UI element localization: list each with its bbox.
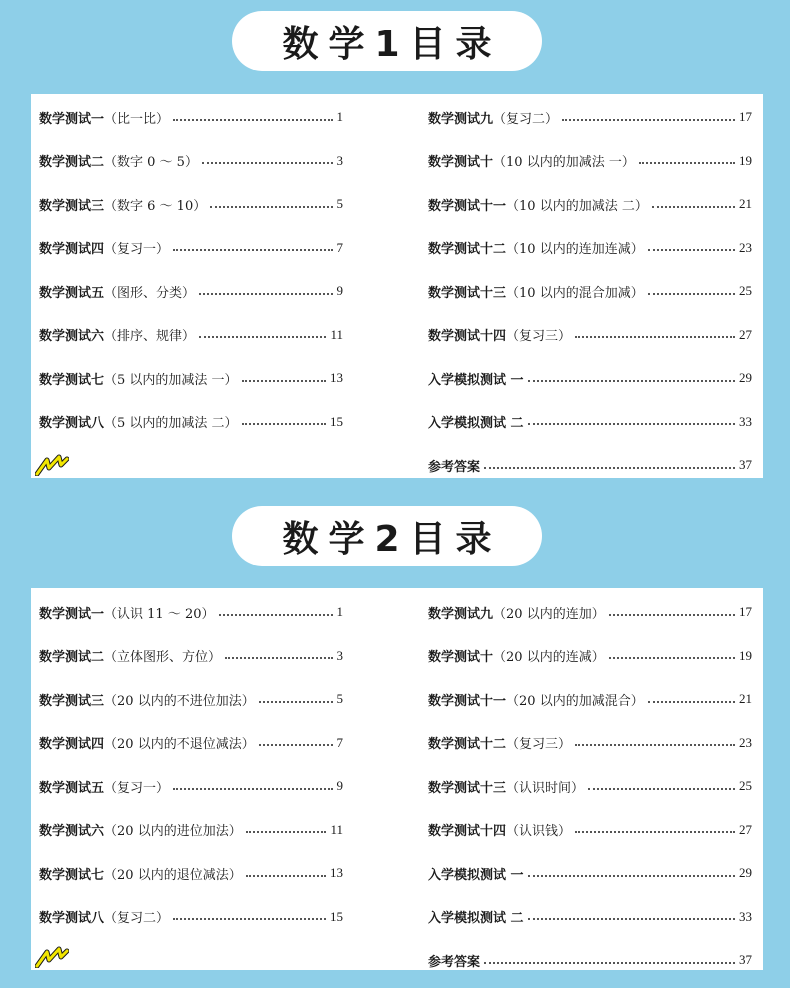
toc-entry xyxy=(39,733,343,753)
toc-page-number: 15 xyxy=(330,908,343,924)
toc-page-number: 5 xyxy=(336,691,343,706)
toc-leader-dots xyxy=(199,335,326,338)
toc-entry-title: 数学测试二 xyxy=(39,155,105,170)
toc-entry-label xyxy=(428,864,524,883)
toc-entry-title: 入学模拟测试 二 xyxy=(428,416,524,431)
toc-entry-subtitle: （认识时间） xyxy=(506,780,585,796)
toc-entry-title: 数学测试十四 xyxy=(428,329,507,344)
toc-entry-subtitle: （数字 6 ～ 10） xyxy=(104,198,207,214)
toc-leader-dots xyxy=(242,422,326,425)
toc-entry-title: 数学测试十 xyxy=(428,155,494,170)
toc-leader-dots xyxy=(259,700,333,703)
section1-toc-panel xyxy=(31,94,763,478)
toc-leader-dots xyxy=(639,161,735,164)
toc-entry xyxy=(39,325,343,345)
toc-entry-title: 入学模拟测试 一 xyxy=(428,867,524,883)
toc-entry xyxy=(428,689,752,709)
toc-leader-dots xyxy=(575,830,735,833)
toc-entry-subtitle: （排序、规律） xyxy=(104,329,196,344)
toc-page-number: 25 xyxy=(739,778,752,793)
toc-entry-title: 数学测试三 xyxy=(39,693,105,709)
toc-page-number: 11 xyxy=(330,326,343,342)
toc-entry xyxy=(39,281,343,301)
toc-entry xyxy=(39,368,343,388)
toc-entry-label xyxy=(39,369,238,388)
section2-title: 数学2目录 xyxy=(232,506,542,566)
toc-entry-title: 数学测试十三 xyxy=(428,780,507,796)
toc-leader-dots xyxy=(202,161,333,164)
toc-page-number: 21 xyxy=(739,196,752,211)
toc-entry-subtitle: （20 以内的不退位减法） xyxy=(104,737,255,752)
toc-leader-dots xyxy=(609,656,735,659)
toc-page-number: 29 xyxy=(739,370,752,385)
toc-entry-subtitle: （10 以内的混合加减） xyxy=(506,285,644,301)
toc-leader-dots xyxy=(528,379,735,382)
section1-title: 数学1目录 xyxy=(232,11,542,71)
toc-page-number: 27 xyxy=(739,326,752,342)
toc-entry-subtitle: （20 以内的连加） xyxy=(493,606,605,622)
toc-entry-subtitle: （复习二） xyxy=(104,911,170,926)
toc-leader-dots xyxy=(173,787,332,790)
toc-entry-label xyxy=(39,864,242,883)
toc-entry-title: 数学测试二 xyxy=(39,650,105,665)
toc-leader-dots xyxy=(652,205,735,208)
toc-entry-title: 数学测试四 xyxy=(39,242,105,257)
toc-leader-dots xyxy=(648,292,735,295)
toc-entry xyxy=(428,646,752,666)
toc-entry-label xyxy=(428,603,605,622)
toc-entry-subtitle: （20 以内的退位减法） xyxy=(104,867,242,883)
toc-entry xyxy=(39,820,343,840)
toc-entry xyxy=(428,455,752,475)
toc-page-number: 23 xyxy=(739,734,752,750)
toc-entry xyxy=(428,602,752,622)
toc-entry-label xyxy=(39,777,169,796)
toc-page-number: 9 xyxy=(336,778,343,793)
toc-leader-dots xyxy=(246,874,326,877)
toc-entry xyxy=(39,602,343,622)
toc-entry xyxy=(39,863,343,883)
toc-entry-subtitle: （复习二） xyxy=(493,111,559,127)
toc-entry-label xyxy=(39,151,198,170)
zigzag-logo-icon xyxy=(35,946,69,968)
toc-leader-dots xyxy=(259,743,333,746)
toc-leader-dots xyxy=(648,700,735,703)
toc-entry-label xyxy=(428,690,644,709)
toc-entry-subtitle: （复习三） xyxy=(506,329,572,344)
toc-entry-subtitle: （复习一） xyxy=(104,242,170,257)
toc-leader-dots xyxy=(173,118,332,121)
toc-entry-subtitle: （复习一） xyxy=(104,780,170,796)
toc-entry xyxy=(39,646,343,666)
toc-entry xyxy=(39,907,343,927)
toc-entry-label xyxy=(39,690,255,709)
toc-page-number: 33 xyxy=(739,413,752,429)
toc-leader-dots xyxy=(484,466,735,469)
toc-entry-title: 数学测试六 xyxy=(39,824,105,839)
toc-page-number: 23 xyxy=(739,239,752,255)
toc-entry-subtitle: （20 以内的加减混合） xyxy=(506,693,644,709)
toc-page-number: 29 xyxy=(739,865,752,880)
toc-entry-label xyxy=(428,733,571,752)
toc-entry xyxy=(39,238,343,258)
toc-entry xyxy=(428,950,752,970)
zigzag-logo-icon xyxy=(35,454,69,476)
toc-entry-title: 数学测试十三 xyxy=(428,285,507,301)
toc-page-number: 3 xyxy=(336,647,343,663)
toc-entry-label xyxy=(428,369,524,388)
toc-entry xyxy=(39,194,343,214)
toc-entry-title: 数学测试八 xyxy=(39,911,105,926)
toc-entry-label xyxy=(428,325,571,344)
toc-page-number: 27 xyxy=(739,821,752,837)
toc-leader-dots xyxy=(562,118,735,121)
toc-entry-label xyxy=(39,108,169,127)
toc-entry-title: 数学测试五 xyxy=(39,285,105,301)
toc-entry xyxy=(428,820,752,840)
toc-entry-title: 数学测试八 xyxy=(39,416,105,431)
toc-leader-dots xyxy=(242,379,326,382)
toc-entry-label xyxy=(39,195,206,214)
toc-page-number: 11 xyxy=(330,821,343,837)
toc-entry-subtitle: （10 以内的加减法 一） xyxy=(493,155,635,170)
toc-entry-subtitle: （比一比） xyxy=(104,111,170,127)
toc-entry-label xyxy=(39,907,169,926)
toc-entry-subtitle: （5 以内的加减法 一） xyxy=(104,372,238,388)
toc-leader-dots xyxy=(528,422,735,425)
toc-page-number: 1 xyxy=(336,109,343,124)
toc-entry xyxy=(39,412,343,432)
toc-entry-subtitle: （立体图形、方位） xyxy=(104,650,222,665)
toc-entry-title: 入学模拟测试 二 xyxy=(428,911,524,926)
toc-entry-subtitle: （20 以内的不进位加法） xyxy=(104,693,255,709)
toc-leader-dots xyxy=(575,335,735,338)
toc-entry-label xyxy=(39,603,215,622)
toc-leader-dots xyxy=(609,613,735,616)
toc-entry-title: 入学模拟测试 一 xyxy=(428,372,524,388)
toc-entry-title: 数学测试七 xyxy=(39,867,105,883)
toc-entry-title: 数学测试十四 xyxy=(428,824,507,839)
toc-entry-subtitle: （10 以内的加减法 二） xyxy=(506,198,648,214)
toc-entry-label xyxy=(428,238,644,257)
toc-leader-dots xyxy=(588,787,735,790)
toc-entry-label xyxy=(39,238,169,257)
toc-entry-title: 数学测试十一 xyxy=(428,693,507,709)
toc-page-number: 37 xyxy=(739,952,752,967)
toc-page-number: 17 xyxy=(739,109,752,124)
toc-entry xyxy=(39,776,343,796)
toc-entry-label xyxy=(39,325,195,344)
toc-entry-title: 数学测试七 xyxy=(39,372,105,388)
toc-entry-label xyxy=(428,282,644,301)
toc-entry-subtitle: （数字 0 ～ 5） xyxy=(104,155,198,170)
toc-page-number: 13 xyxy=(330,370,343,385)
toc-entry-label xyxy=(428,907,524,926)
toc-page-number: 15 xyxy=(330,413,343,429)
toc-entry-title: 数学测试九 xyxy=(428,606,494,622)
toc-entry-label xyxy=(39,646,221,665)
toc-entry-title: 数学测试十一 xyxy=(428,198,507,214)
toc-entry-subtitle: （复习三） xyxy=(506,737,572,752)
toc-entry xyxy=(428,907,752,927)
toc-leader-dots xyxy=(210,205,332,208)
toc-entry-subtitle: （20 以内的连减） xyxy=(493,650,605,665)
toc-entry-title: 数学测试三 xyxy=(39,198,105,214)
toc-entry-title: 参考答案 xyxy=(428,954,481,970)
toc-entry-label xyxy=(428,195,648,214)
toc-page-number: 1 xyxy=(336,604,343,619)
toc-entry xyxy=(428,238,752,258)
toc-leader-dots xyxy=(575,743,735,746)
toc-entry xyxy=(428,325,752,345)
toc-entry-label xyxy=(428,456,480,475)
toc-leader-dots xyxy=(173,917,326,920)
toc-entry xyxy=(428,107,752,127)
toc-page-number: 7 xyxy=(336,734,343,750)
toc-entry-title: 数学测试一 xyxy=(39,111,105,127)
toc-entry-label xyxy=(428,820,571,839)
toc-leader-dots xyxy=(246,830,327,833)
toc-entry-title: 数学测试十 xyxy=(428,650,494,665)
toc-entry-title: 参考答案 xyxy=(428,459,481,475)
toc-entry xyxy=(428,151,752,171)
toc-entry-label xyxy=(39,733,255,752)
toc-entry-label xyxy=(39,820,242,839)
toc-page-number: 17 xyxy=(739,604,752,619)
toc-page-number: 5 xyxy=(336,196,343,211)
toc-page-number: 37 xyxy=(739,457,752,472)
toc-entry-subtitle: （5 以内的加减法 二） xyxy=(104,416,238,431)
toc-entry xyxy=(428,281,752,301)
toc-entry-title: 数学测试四 xyxy=(39,737,105,752)
toc-entry-title: 数学测试五 xyxy=(39,780,105,796)
toc-leader-dots xyxy=(648,248,735,251)
toc-entry-label xyxy=(428,951,480,970)
toc-entry xyxy=(428,733,752,753)
toc-leader-dots xyxy=(225,656,332,659)
toc-page-number: 9 xyxy=(336,283,343,298)
toc-leader-dots xyxy=(484,961,735,964)
toc-leader-dots xyxy=(528,874,735,877)
toc-page-number: 25 xyxy=(739,283,752,298)
toc-entry-subtitle: （认识钱） xyxy=(506,824,572,839)
toc-entry-subtitle: （认识 11 ～ 20） xyxy=(104,606,215,622)
toc-entry xyxy=(39,689,343,709)
toc-page-number: 7 xyxy=(336,239,343,255)
toc-entry xyxy=(428,194,752,214)
toc-page-number: 19 xyxy=(739,152,752,168)
toc-entry-label xyxy=(428,412,524,431)
toc-entry xyxy=(39,151,343,171)
toc-leader-dots xyxy=(528,917,735,920)
toc-entry-subtitle: （20 以内的进位加法） xyxy=(104,824,242,839)
toc-entry xyxy=(39,107,343,127)
toc-page-number: 19 xyxy=(739,647,752,663)
toc-entry-title: 数学测试九 xyxy=(428,111,494,127)
toc-entry-title: 数学测试十二 xyxy=(428,737,507,752)
toc-entry-title: 数学测试十二 xyxy=(428,242,507,257)
toc-entry-label xyxy=(428,777,584,796)
toc-page-number: 13 xyxy=(330,865,343,880)
toc-entry-label xyxy=(39,412,238,431)
toc-entry xyxy=(428,368,752,388)
toc-entry-label xyxy=(428,108,558,127)
toc-entry-label xyxy=(39,282,195,301)
toc-entry-title: 数学测试一 xyxy=(39,606,105,622)
toc-page-number: 21 xyxy=(739,691,752,706)
toc-entry xyxy=(428,863,752,883)
toc-leader-dots xyxy=(199,292,332,295)
toc-leader-dots xyxy=(219,613,333,616)
section2-toc-panel xyxy=(31,588,763,970)
toc-entry-subtitle: （10 以内的连加连减） xyxy=(506,242,644,257)
toc-entry xyxy=(428,776,752,796)
toc-entry-title: 数学测试六 xyxy=(39,329,105,344)
toc-entry-label xyxy=(428,151,635,170)
toc-entry-label xyxy=(428,646,605,665)
toc-page-number: 3 xyxy=(336,152,343,168)
toc-page-number: 33 xyxy=(739,908,752,924)
toc-entry-subtitle: （图形、分类） xyxy=(104,285,196,301)
toc-entry xyxy=(428,412,752,432)
toc-leader-dots xyxy=(173,248,332,251)
